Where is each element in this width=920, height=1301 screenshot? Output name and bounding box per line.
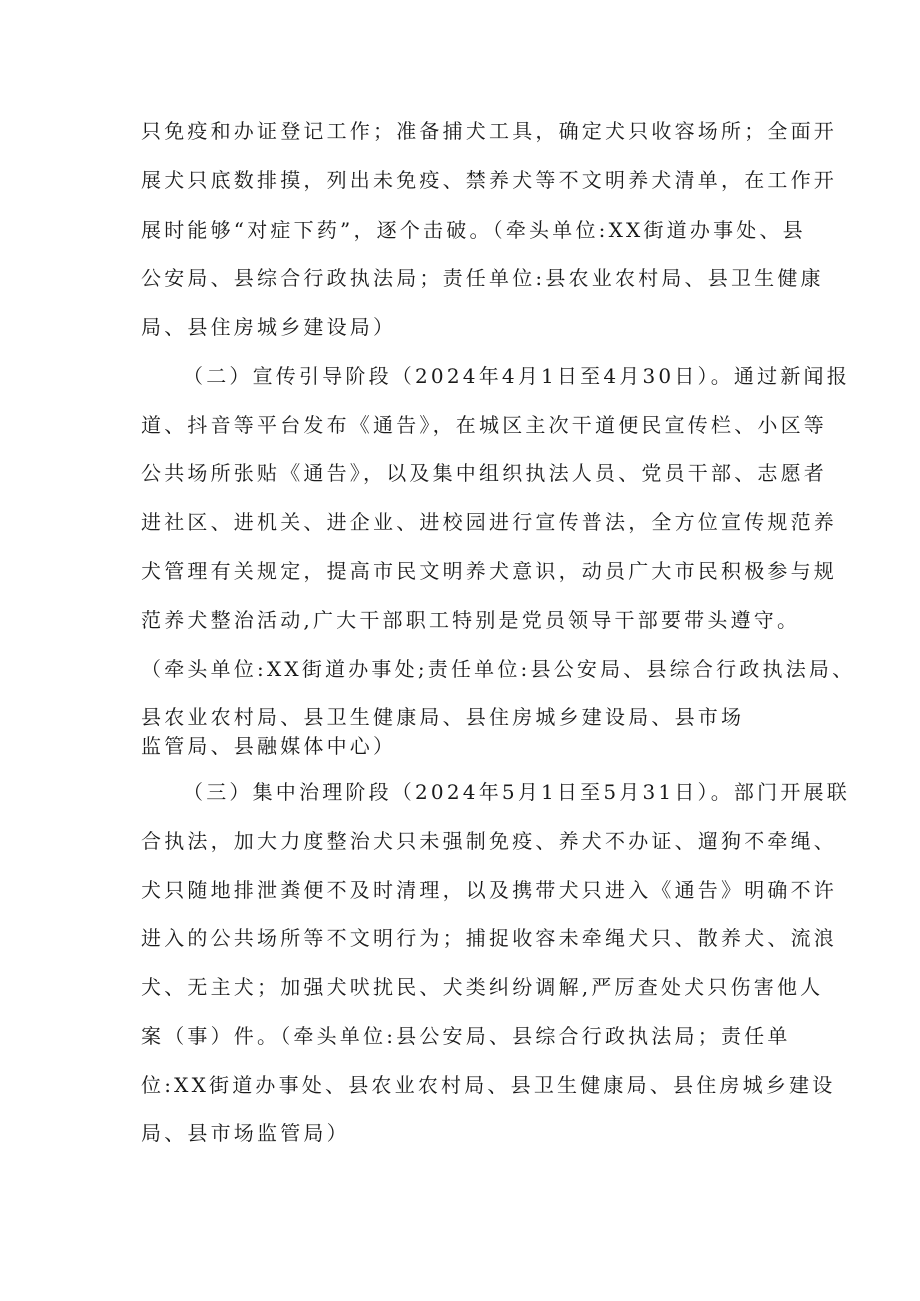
text-line: 监管局、县融媒体中心） (141, 734, 397, 758)
text-line: 展时能够“对症下药”，逐个击破。（牵头单位:XX街道办事处、县 (141, 218, 806, 242)
text-line: 公安局、县综合行政执法局；责任单位:县农业农村局、县卫生健康 (141, 266, 824, 290)
text-line: 进入的公共场所等不文明行为；捕捉收容未牵绳犬只、散养犬、流浪 (141, 926, 837, 950)
text-line: 展犬只底数排摸，列出未免疫、禁养犬等不文明养犬清单，在工作开 (141, 168, 837, 192)
text-line: 犬管理有关规定，提高市民文明养犬意识，动员广大市民积极参与规 (141, 559, 837, 583)
text-line: 局、县市场监管局） (141, 1121, 350, 1145)
text-line: 位:XX街道办事处、县农业农村局、县卫生健康局、县住房城乡建设 (141, 1073, 836, 1097)
text-line: 公共场所张贴《通告》，以及集中组织执法人员、党员干部、志愿者 (141, 461, 827, 485)
text-line: 县农业农村局、县卫生健康局、县住房城乡建设局、县市场 (141, 705, 745, 729)
text-line: （牵头单位:XX街道办事处;责任单位:县公安局、县综合行政执法局、 (141, 657, 856, 681)
section-two-heading-line: （二）宣传引导阶段（2024年4月1日至4月30日）。通过新闻报 (183, 364, 850, 388)
text-line: 犬、无主犬；加强犬吠扰民、犬类纠纷调解,严厉查处犬只伤害他人 (141, 975, 824, 999)
text-line: 局、县住房城乡建设局） (141, 315, 397, 339)
text-line: 进社区、进机关、进企业、进校园进行宣传普法，全方位宣传规范养 (141, 510, 837, 534)
text-line: 犬只随地排泄粪便不及时清理，以及携带犬只进入《通告》明确不许 (141, 878, 837, 902)
section-three-heading-line: （三）集中治理阶段（2024年5月1日至5月31日）。部门开展联 (183, 780, 850, 804)
text-line: 范养犬整治活动,广大干部职工特别是党员领导干部要带头遵守。 (141, 608, 801, 632)
text-line: 合执法，加大力度整治犬只未强制免疫、养犬不办证、遛狗不牵绳、 (141, 829, 837, 853)
text-line: 案（事）件。（牵头单位:县公安局、县综合行政执法局；责任单 (141, 1024, 791, 1048)
text-line: 只免疫和办证登记工作；准备捕犬工具，确定犬只收容场所；全面开 (141, 119, 837, 143)
text-line: 道、抖音等平台发布《通告》，在城区主次干道便民宣传栏、小区等 (141, 413, 827, 437)
